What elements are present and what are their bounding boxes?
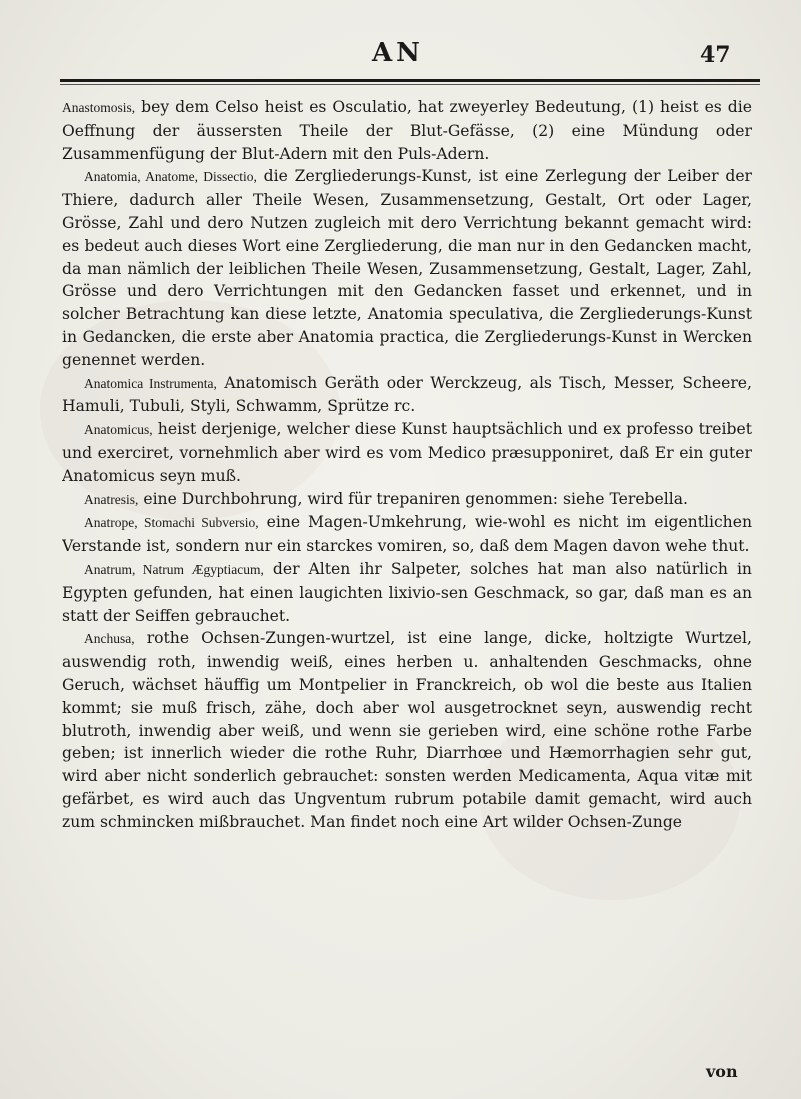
entry-anatrum <box>62 558 752 627</box>
entry-anatomica-instrumenta <box>62 372 752 419</box>
header-rule-thin <box>60 84 760 85</box>
entry-text: eine Magen-Umkehrung, wie-wohl es nicht im eigentlichen Verstande ist, sondern nur ein starckes vomiren, so, daß dem Magen davon wehe thut. <box>62 513 752 556</box>
header-rule <box>60 79 760 82</box>
entry-text: die Zergliederungs-Kunst, ist eine Zerlegung der Leiber der Thiere, dadurch aller Theile Wesen, Zusammensetzung, Gestalt, Ort oder Lager, Grösse, Zahl und dero Nutzen zugleich mit dero Verrichtung bekannt gemacht wird: es bedeut auch dieses Wort eine Zergliederung, die man nur in den Gedancken macht, da man nämlich der leiblichen Theile Wesen, Zusammensetzung, Gestalt, Lager, Zahl, Grösse und dero Verrichtungen mit den Gedancken fasset und erkennet, und in solcher Betrachtung kan diese letzte, Anatomia speculativa, die Zergliederungs-Kunst in Gedancken, die erste aber Anatomia practica, die Zergliederungs-Kunst in Wercken genennet werden. <box>62 167 752 369</box>
entry-anatresis <box>62 488 752 512</box>
entry-term: Anastomosis, <box>62 100 136 115</box>
entry-anchusa <box>62 627 752 833</box>
page-number: 47 <box>700 42 731 68</box>
catchword: von <box>706 1062 738 1081</box>
entry-term: Anatrope, Stomachi Subversio, <box>84 515 259 531</box>
running-head <box>0 38 801 78</box>
entry-term: Anatresis, <box>84 491 139 507</box>
entry-term: Anatrum, Natrum Ægyptiacum, <box>84 561 264 577</box>
dictionary-body <box>62 96 752 1086</box>
entry-text: rothe Ochsen-Zungen-wurtzel, ist eine lange, dicke, holtzigte Wurtzel, auswendig roth, inwendig weiß, eines herben u. anhaltenden Geschmacks, ohne Geruch, wächset häuffig um Montpelier in Franckreich, ob wol die beste aus Italien kommt; sie muß frisch, zähe, doch aber wol ausgetrocknet seyn, auswendig recht blutroth, inwendig aber weiß, und wenn sie gerieben wird, eine schöne rothe Farbe geben; ist innerlich wieder die rothe Ruhr, Diarrhœe und Hæmorrhagien sehr gut, wird aber nicht sonderlich gebrauchet: sonsten werden Medicamenta, Aqua vitæ mit gefärbet, es wird auch das Ungventum rubrum potabile damit gemacht, wird auch zum schmincken mißbrauchet. Man findet noch eine Art wilder Ochsen-Zunge <box>62 629 752 831</box>
entry-anatomia <box>62 165 752 371</box>
entry-text: Anatomisch Geräth oder Werckzeug, als Tisch, Messer, Scheere, Hamuli, Tubuli, Styli, Schwamm, Sprütze rc. <box>62 373 752 416</box>
entry-text: bey dem Celso heist es Osculatio, hat zweyerley Bedeutung, (1) heist es die Oeffnung der äussersten Theile der Blut-Gefässe, (2) eine Mündung oder Zusammenfügung der Blut-Adern mit den Puls-Adern. <box>62 98 752 163</box>
entry-text: der Alten ihr Salpeter, solches hat man also natürlich in Egypten gefunden, hat einen laugichten lixivio-sen Geschmack, so gar, daß man es an statt der Seiffen gebrauchet. <box>62 559 752 625</box>
entry-term: Anatomica Instrumenta, <box>84 375 217 391</box>
entry-anatomicus <box>62 418 752 487</box>
entry-term: Anatomicus, <box>84 422 153 438</box>
entry-anastomosis <box>62 96 752 165</box>
entry-term: Anchusa, <box>84 631 135 647</box>
entry-term: Anatomia, Anatome, Dissectio, <box>84 169 257 185</box>
running-head-word: AN <box>372 38 424 68</box>
entry-anatrope <box>62 511 752 558</box>
entry-text: eine Durchbohrung, wird für trepaniren genommen: siehe Terebella. <box>143 489 688 508</box>
entry-text: heist derjenige, welcher diese Kunst hauptsächlich und ex professo treibet und exerciret, vornehmlich aber wird es vom Medico præsupponiret, daß Er ein guter Anatomicus seyn muß. <box>62 420 752 485</box>
